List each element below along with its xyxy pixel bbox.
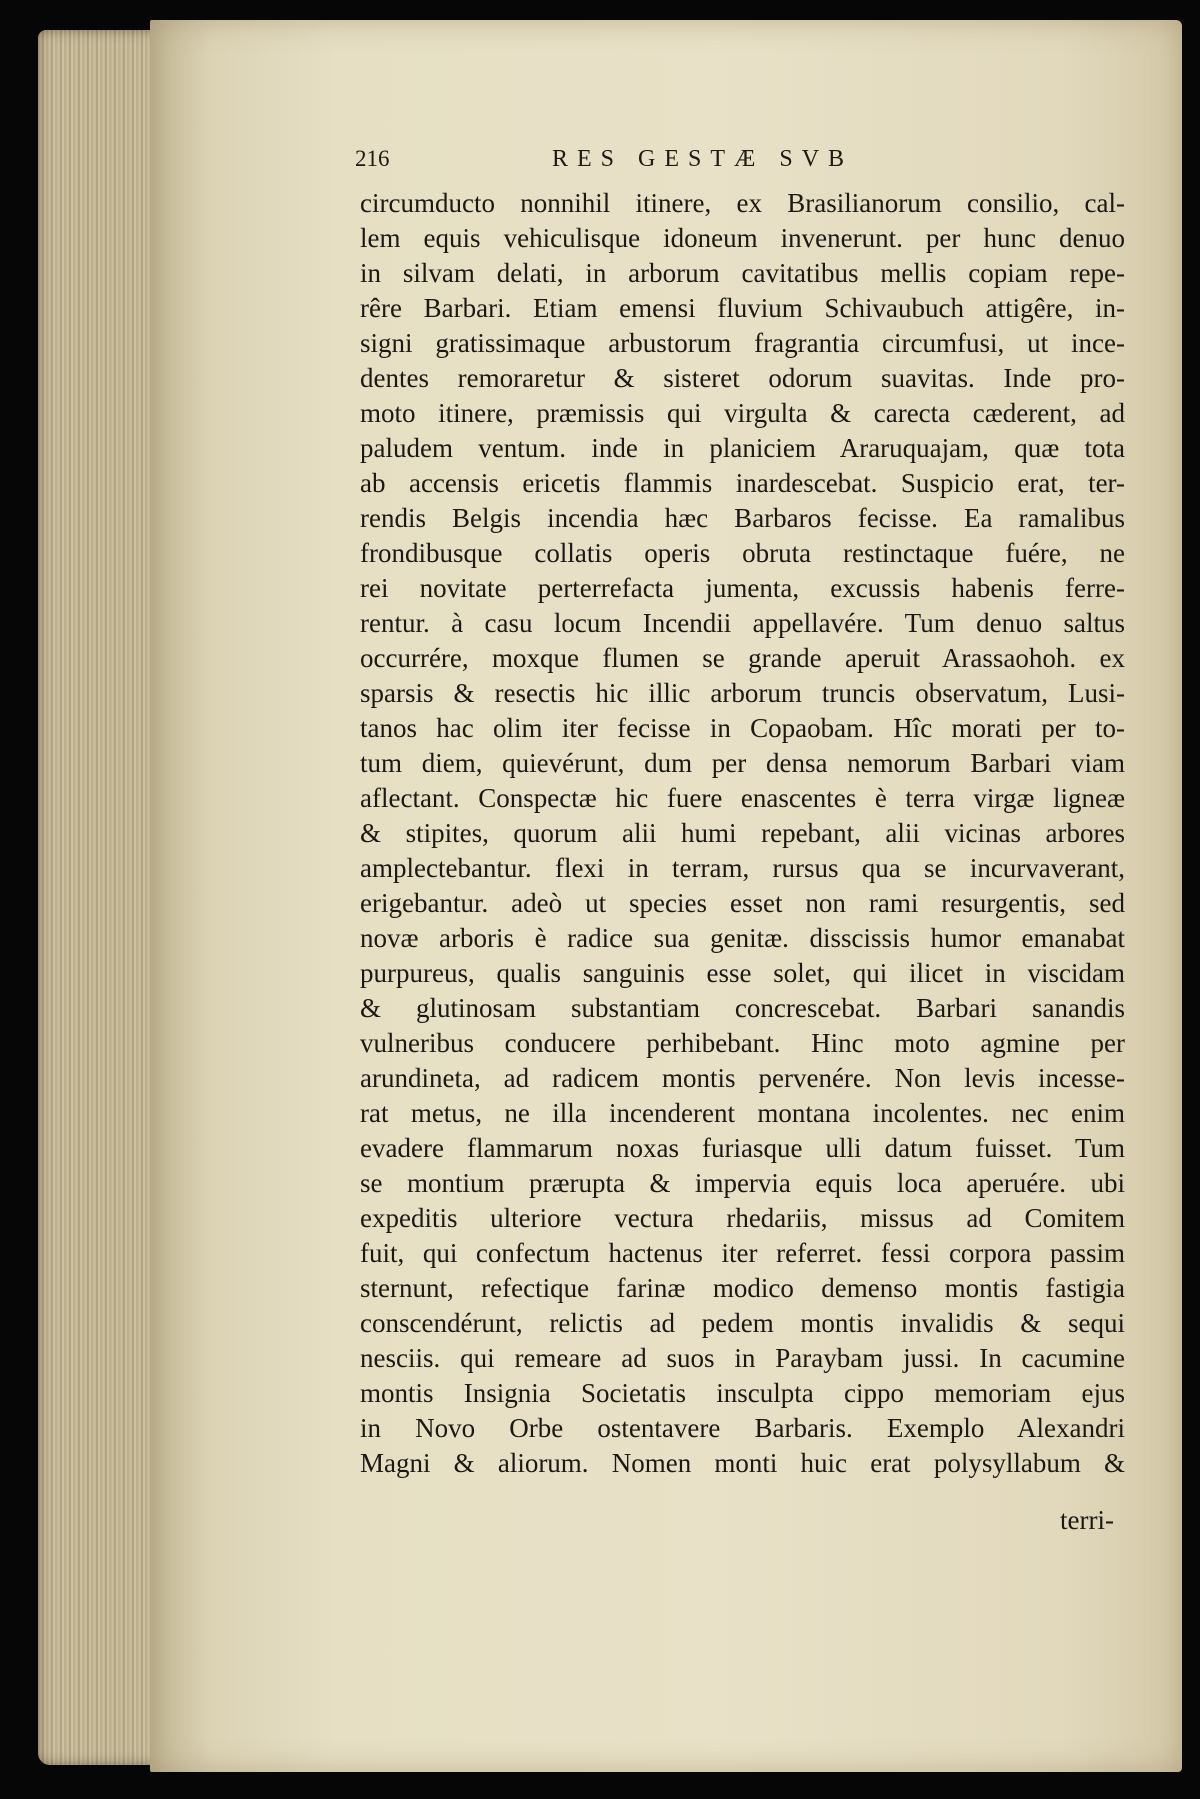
text-line: amplectebantur. flexi in terram, rursus qua se incurvaverant,	[360, 853, 1125, 883]
page-header	[355, 146, 1125, 182]
text-line: tanos hac olim iter fecisse in Copaobam. Hîc morati per to-	[360, 713, 1125, 743]
text-line: se montium prærupta & impervia equis loca aperuére. ubi	[360, 1168, 1125, 1198]
text-line: Magni & aliorum. Nomen monti huic erat polysyllabum &	[360, 1448, 1125, 1478]
text-line: sparsis & resectis hic illic arborum truncis observatum, Lusi-	[360, 678, 1125, 708]
text-line: tum diem, quievérunt, dum per densa nemorum Barbari viam	[360, 748, 1125, 778]
text-line: purpureus, qualis sanguinis esse solet, qui ilicet in viscidam	[360, 958, 1125, 988]
text-line: rei novitate perterrefacta jumenta, excussis habenis ferre-	[360, 573, 1125, 603]
text-line: & stipites, quorum alii humi repebant, alii vicinas arbores	[360, 818, 1125, 848]
text-line: rentur. à casu locum Incendii appellavére. Tum denuo saltus	[360, 608, 1125, 638]
body-text	[360, 186, 1125, 1481]
page-edges	[38, 30, 168, 1765]
text-line: moto itinere, præmissis qui virgulta & carecta cæderent, ad	[360, 398, 1125, 428]
text-line: rat metus, ne illa incenderent montana incolentes. nec enim	[360, 1098, 1125, 1128]
text-line: rendis Belgis incendia hæc Barbaros fecisse. Ea ramalibus	[360, 503, 1125, 533]
page-number: 216	[355, 146, 390, 171]
text-line: ab accensis ericetis flammis inardescebat. Suspicio erat, ter-	[360, 468, 1125, 498]
text-line: montis Insignia Societatis insculpta cippo memoriam ejus	[360, 1378, 1125, 1408]
text-line: dentes remoraretur & sisteret odorum suavitas. Inde pro-	[360, 363, 1125, 393]
text-line: in silvam delati, in arborum cavitatibus mellis copiam repe-	[360, 258, 1125, 288]
text-line: expeditis ulteriore vectura rhedariis, missus ad Comitem	[360, 1203, 1125, 1233]
text-line: novæ arboris è radice sua genitæ. disscissis humor emanabat	[360, 923, 1125, 953]
text-line: erigebantur. adeò ut species esset non rami resurgentis, sed	[360, 888, 1125, 918]
catchword: terri-	[1060, 1505, 1114, 1535]
running-title: RES GESTÆ SVB	[552, 146, 854, 172]
text-line: conscendérunt, relictis ad pedem montis invalidis & sequi	[360, 1308, 1125, 1338]
text-line: sternunt, refectique farinæ modico demenso montis fastigia	[360, 1273, 1125, 1303]
text-line: evadere flammarum noxas furiasque ulli datum fuisset. Tum	[360, 1133, 1125, 1163]
text-line: in Novo Orbe ostentavere Barbaris. Exemplo Alexandri	[360, 1413, 1125, 1443]
text-line: frondibusque collatis operis obruta restinctaque fuére, ne	[360, 538, 1125, 568]
text-line: aflectant. Conspectæ hic fuere enascentes è terra virgæ ligneæ	[360, 783, 1125, 813]
text-line: occurrére, moxque flumen se grande aperuit Arassaohoh. ex	[360, 643, 1125, 673]
text-line: circumducto nonnihil itinere, ex Brasilianorum consilio, cal-	[360, 188, 1125, 218]
text-line: paludem ventum. inde in planiciem Araruquajam, quæ tota	[360, 433, 1125, 463]
text-line: signi gratissimaque arbustorum fragrantia circumfusi, ut ince-	[360, 328, 1125, 358]
text-line: arundineta, ad radicem montis pervenére. Non levis incesse-	[360, 1063, 1125, 1093]
text-line: nesciis. qui remeare ad suos in Paraybam jussi. In cacumine	[360, 1343, 1125, 1373]
text-line: lem equis vehiculisque idoneum invenerunt. per hunc denuo	[360, 223, 1125, 253]
text-line: rêre Barbari. Etiam emensi fluvium Schivaubuch attigêre, in-	[360, 293, 1125, 323]
text-line: vulneribus conducere perhibebant. Hinc moto agmine per	[360, 1028, 1125, 1058]
text-line: & glutinosam substantiam concrescebat. Barbari sanandis	[360, 993, 1125, 1023]
text-line: fuit, qui confectum hactenus iter referret. fessi corpora passim	[360, 1238, 1125, 1268]
